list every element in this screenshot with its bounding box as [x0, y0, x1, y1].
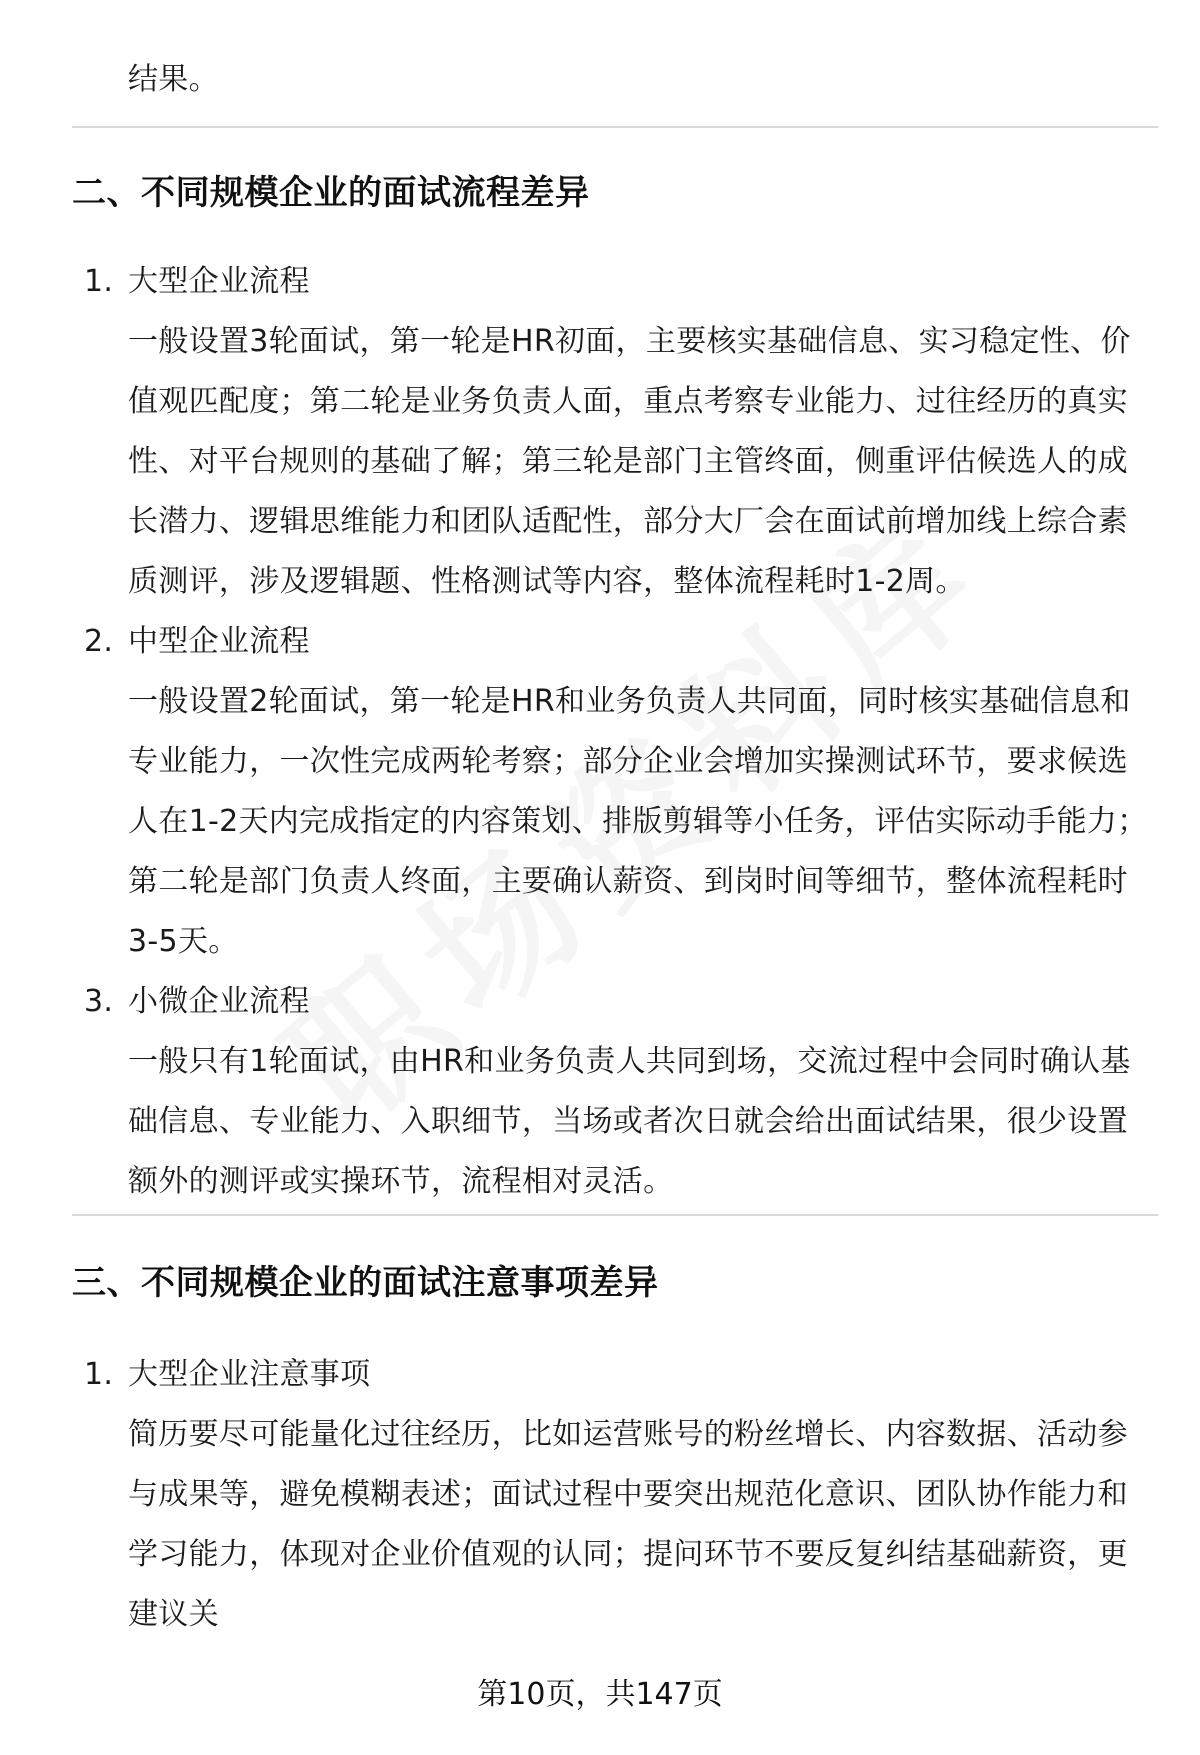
list-item-body: 一般只有1轮面试，由HR和业务负责人共同到场，交流过程中会同时确认基础信息、专业能力、入职细节，当场或者次日就会给出面试结果，很少设置额外的测评或实操环节，流程相对灵活。 [128, 1044, 1131, 1199]
list-item [80, 252, 1150, 612]
section-divider [72, 1214, 1158, 1216]
list-number: 3. [84, 984, 114, 1019]
lead-text: 结果。 [128, 62, 219, 97]
list-item-title: 大型企业流程 [128, 264, 310, 299]
list-item-body: 一般设置3轮面试，第一轮是HR初面，主要核实基础信息、实习稳定性、价值观匹配度；第二轮是业务负责人面，重点考察专业能力、过往经历的真实性、对平台规则的基础了解；第三轮是部门主管终面，侧重评估候选人的成长潜力、逻辑思维能力和团队适配性，部分大厂会在面试前增加线上综合素质测评，涉及逻辑题、性格测试等内容，整体流程耗时1-2周。 [128, 324, 1131, 599]
section-heading: 三、不同规模企业的面试注意事项差异 [72, 1263, 659, 1303]
list-item-title: 大型企业注意事项 [128, 1357, 371, 1392]
numbered-list [80, 252, 1150, 1212]
list-item-body: 简历要尽可能量化过往经历，比如运营账号的粉丝增长、内容数据、活动参与成果等，避免模糊表述；面试过程中要突出规范化意识、团队协作能力和学习能力，体现对企业价值观的认同；提问环节不要反复纠结基础薪资，更建议关 [128, 1417, 1128, 1632]
numbered-list [80, 1345, 1150, 1645]
page-footer: 第10页，共147页 [477, 1677, 723, 1712]
list-item-title: 中型企业流程 [128, 624, 310, 659]
section-divider [72, 126, 1158, 128]
list-number: 1. [84, 1357, 114, 1392]
section-heading: 二、不同规模企业的面试流程差异 [72, 173, 590, 213]
list-number: 1. [84, 264, 114, 299]
list-number: 2. [84, 624, 114, 659]
list-item-body: 一般设置2轮面试，第一轮是HR和业务负责人共同面，同时核实基础信息和专业能力，一次性完成两轮考察；部分企业会增加实操测试环节，要求候选人在1-2天内完成指定的内容策划、排版剪辑等小任务，评估实际动手能力；第二轮是部门负责人终面，主要确认薪资、到岗时间等细节，整体流程耗时3-5天。 [128, 684, 1148, 959]
list-item-title: 小微企业流程 [128, 984, 310, 1019]
list-item [80, 612, 1150, 972]
list-item [80, 972, 1150, 1212]
list-item [80, 1345, 1150, 1645]
